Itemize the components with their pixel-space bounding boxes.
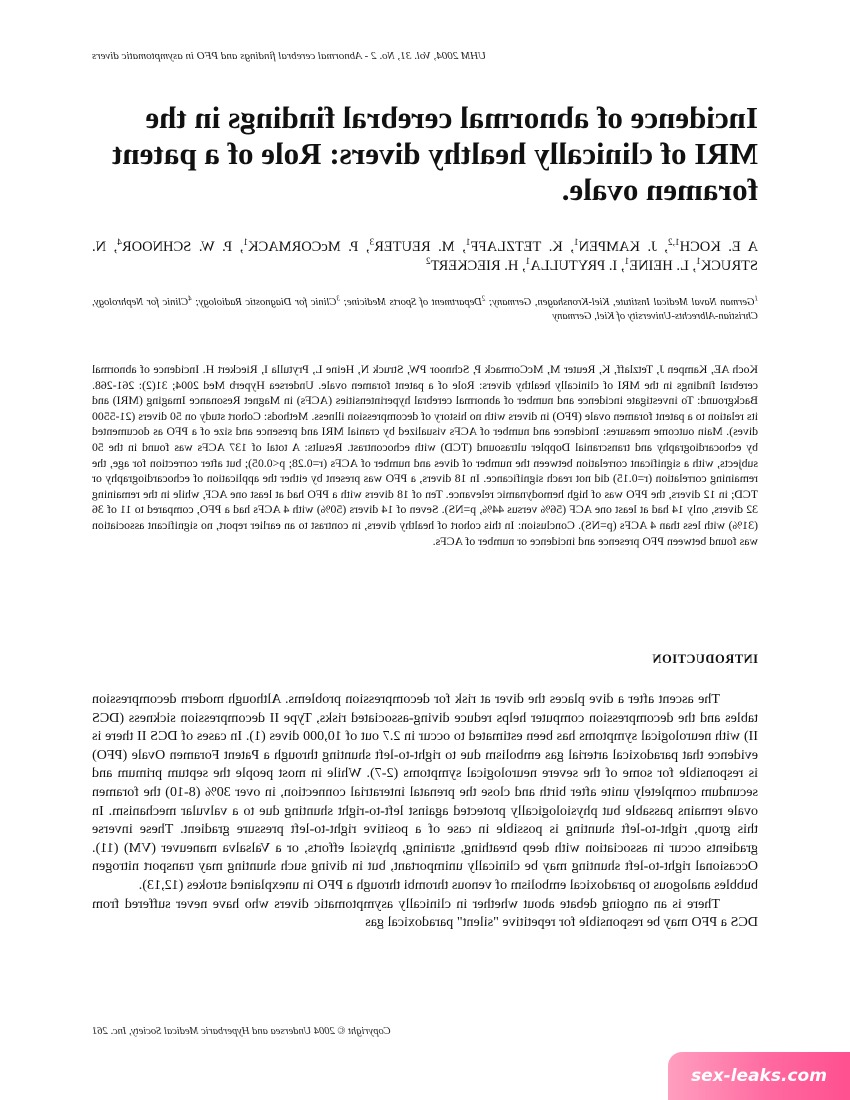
- affiliation-text: German Naval Medical Institute, Kiel-Kronshagen, Germany;: [485, 297, 755, 308]
- watermark-badge: [668, 1052, 850, 1100]
- copyright-footer: Copyright © 2004 Undersea and Hyperbaric Medical Society, Inc. 261: [92, 1026, 391, 1037]
- author: , J. KAMPEN: [578, 239, 668, 255]
- author: , K. TETZLAFF: [470, 239, 574, 255]
- affiliation-number: 4: [188, 295, 192, 303]
- author: , P. W. SCHNOOR: [121, 239, 244, 255]
- affiliation-number: 3: [336, 295, 340, 303]
- author-list: [92, 238, 758, 276]
- section-heading-introduction: INTRODUCTION: [651, 652, 758, 666]
- author: , N. STRUCK: [92, 239, 758, 274]
- author: A E. KOCH: [679, 239, 758, 255]
- author-affiliation-mark: 1: [573, 238, 579, 249]
- author: , P. McCORMACK: [248, 239, 370, 255]
- paper-title: Incidence of abnormal cerebral findings in the MRI of clinically healthy divers: Role of a patent foramen ovale.: [112, 100, 758, 207]
- author-affiliation-mark: 3: [369, 238, 375, 249]
- author-affiliation-mark: 1: [696, 257, 701, 268]
- running-header: UHM 2004, Vol. 31, No. 2 - Abnormal cerebral findings and PFO in asymptomatic divers: [92, 50, 487, 62]
- abstract: Koch AE, Kampen J, Tetzlaff, K, Reuter M, McCormack P, Schnoor PW, Struck N, Heine L, Prytulla I, Rieckert H. Incidence of abnormal cerebral findings in the MRI of clinically healthy divers: Role of a patent foramen ovale. Undersea Hyperb Med 2004; 31(2): 261-268. Background: To investigate incidence and number of abnormal cerebral hyperintensities (ACFs) in Magnet Resonance Imaging (MRI) and its relation to a patent foramen ovale (PFO) in divers with no history of decompression illness. Methods: Cohort study on 50 divers (21-5500 dives). Main outcome measures: Incidence and number of ACFs visualized by cranial MRI and presence and size of a PFO as documented by echocardiography and transcranial Doppler ultrasound (TCD) with echocontrast. Results: A total of 137 ACFs was found in the 50 subjects, with a significant correlation between the number of dives and number of ACFs (r=0.28; p<0.05); but after correction for age, the remaining correlation (r=0.15) did not reach significance. In 18 divers, a PFO was present by either the application of echocardiography or TCD; in 12 divers, the PFO was of high hemodynamic relevance. Ten of 18 divers with a PFO had at least one ACF, while in the remaining 32 divers, only 14 had at least one ACF (56% versus 44%, p=NS). Seven of 14 divers (50%) with 4 ACFs had a PFO, compared to 11 of 36 (31%) with less than 4 ACFs (p=NS). Conclusion: In this cohort of healthy divers, in contrast to an earlier report, no significant association was found between PFO presence and incidence or number of ACFs.: [92, 362, 758, 548]
- affiliation-text: Clinic for Diagnostic Radiology;: [191, 297, 337, 308]
- introduction-body: [92, 690, 758, 932]
- author-affiliation-mark: 1: [624, 257, 630, 268]
- affiliation-text: Department of Sports Medicine;: [339, 297, 482, 308]
- author: , I. PRYTULLA: [530, 258, 625, 274]
- author: , M. REUTER: [374, 239, 466, 255]
- affiliation-number: 1: [754, 295, 758, 303]
- affiliation-text: Clinic for Nephrology, Christian-Albrechts-University of Kiel, Germany: [92, 297, 758, 322]
- affiliations: [92, 296, 758, 324]
- body-paragraph: There is an ongoing debate about whether in clinically asymptomatic divers who have never suffered from DCS a PFO may be responsible for repetitive "silent" paradoxical gas: [92, 895, 758, 931]
- author-affiliation-mark: 4: [117, 238, 122, 249]
- author-affiliation-mark: 2: [425, 257, 431, 268]
- author-affiliation-mark: 1: [243, 238, 249, 249]
- body-paragraph: The ascent after a dive places the diver at risk for decompression problems. Although modern decompression tables and the decompression computer helps reduce diving-associated risks, Type II decompression sickness (DCS II) with neurological symptoms has been estimated to occur in 2.7 out of 10,000 dives (1). In cases of DCS II there is evidence that paradoxical arterial gas embolism due to right-to-left shunting through a Patent Foramen Ovale (PFO) is responsible for some of the severe neurological symptoms (2-7). While in most people the septum primum and secundum completely unite after birth and close the prenatal interatrial connection, in over 30% (8-10) the foramen ovale remains passable but physiologically protected against left-to-right shunting due to a valvular mechanism. In this group, right-to-left shunting is possible in case of a positive right-to-left pressure gradient. These inverse gradients occur in association with deep breathing, straining, physical efforts, or a Valsalva maneuver (VM) (11). Occasional right-to-left shunting may be clinically unimportant, but in diving such shunting may transport nitrogen bubbles analogous to paradoxical embolism of venous thrombi through a PFO in unexplained strokes (12,13).: [92, 691, 758, 893]
- affiliation-number: 2: [481, 295, 486, 303]
- author-affiliation-mark: 1: [525, 257, 531, 268]
- author-affiliation-mark: 1: [465, 238, 471, 249]
- watermark-text: sex-leaks.com: [691, 1066, 827, 1086]
- author-affiliation-mark: 1,2: [667, 238, 680, 249]
- author: , H. RIECKERT: [430, 258, 526, 274]
- author: , L. HEINE: [629, 258, 697, 274]
